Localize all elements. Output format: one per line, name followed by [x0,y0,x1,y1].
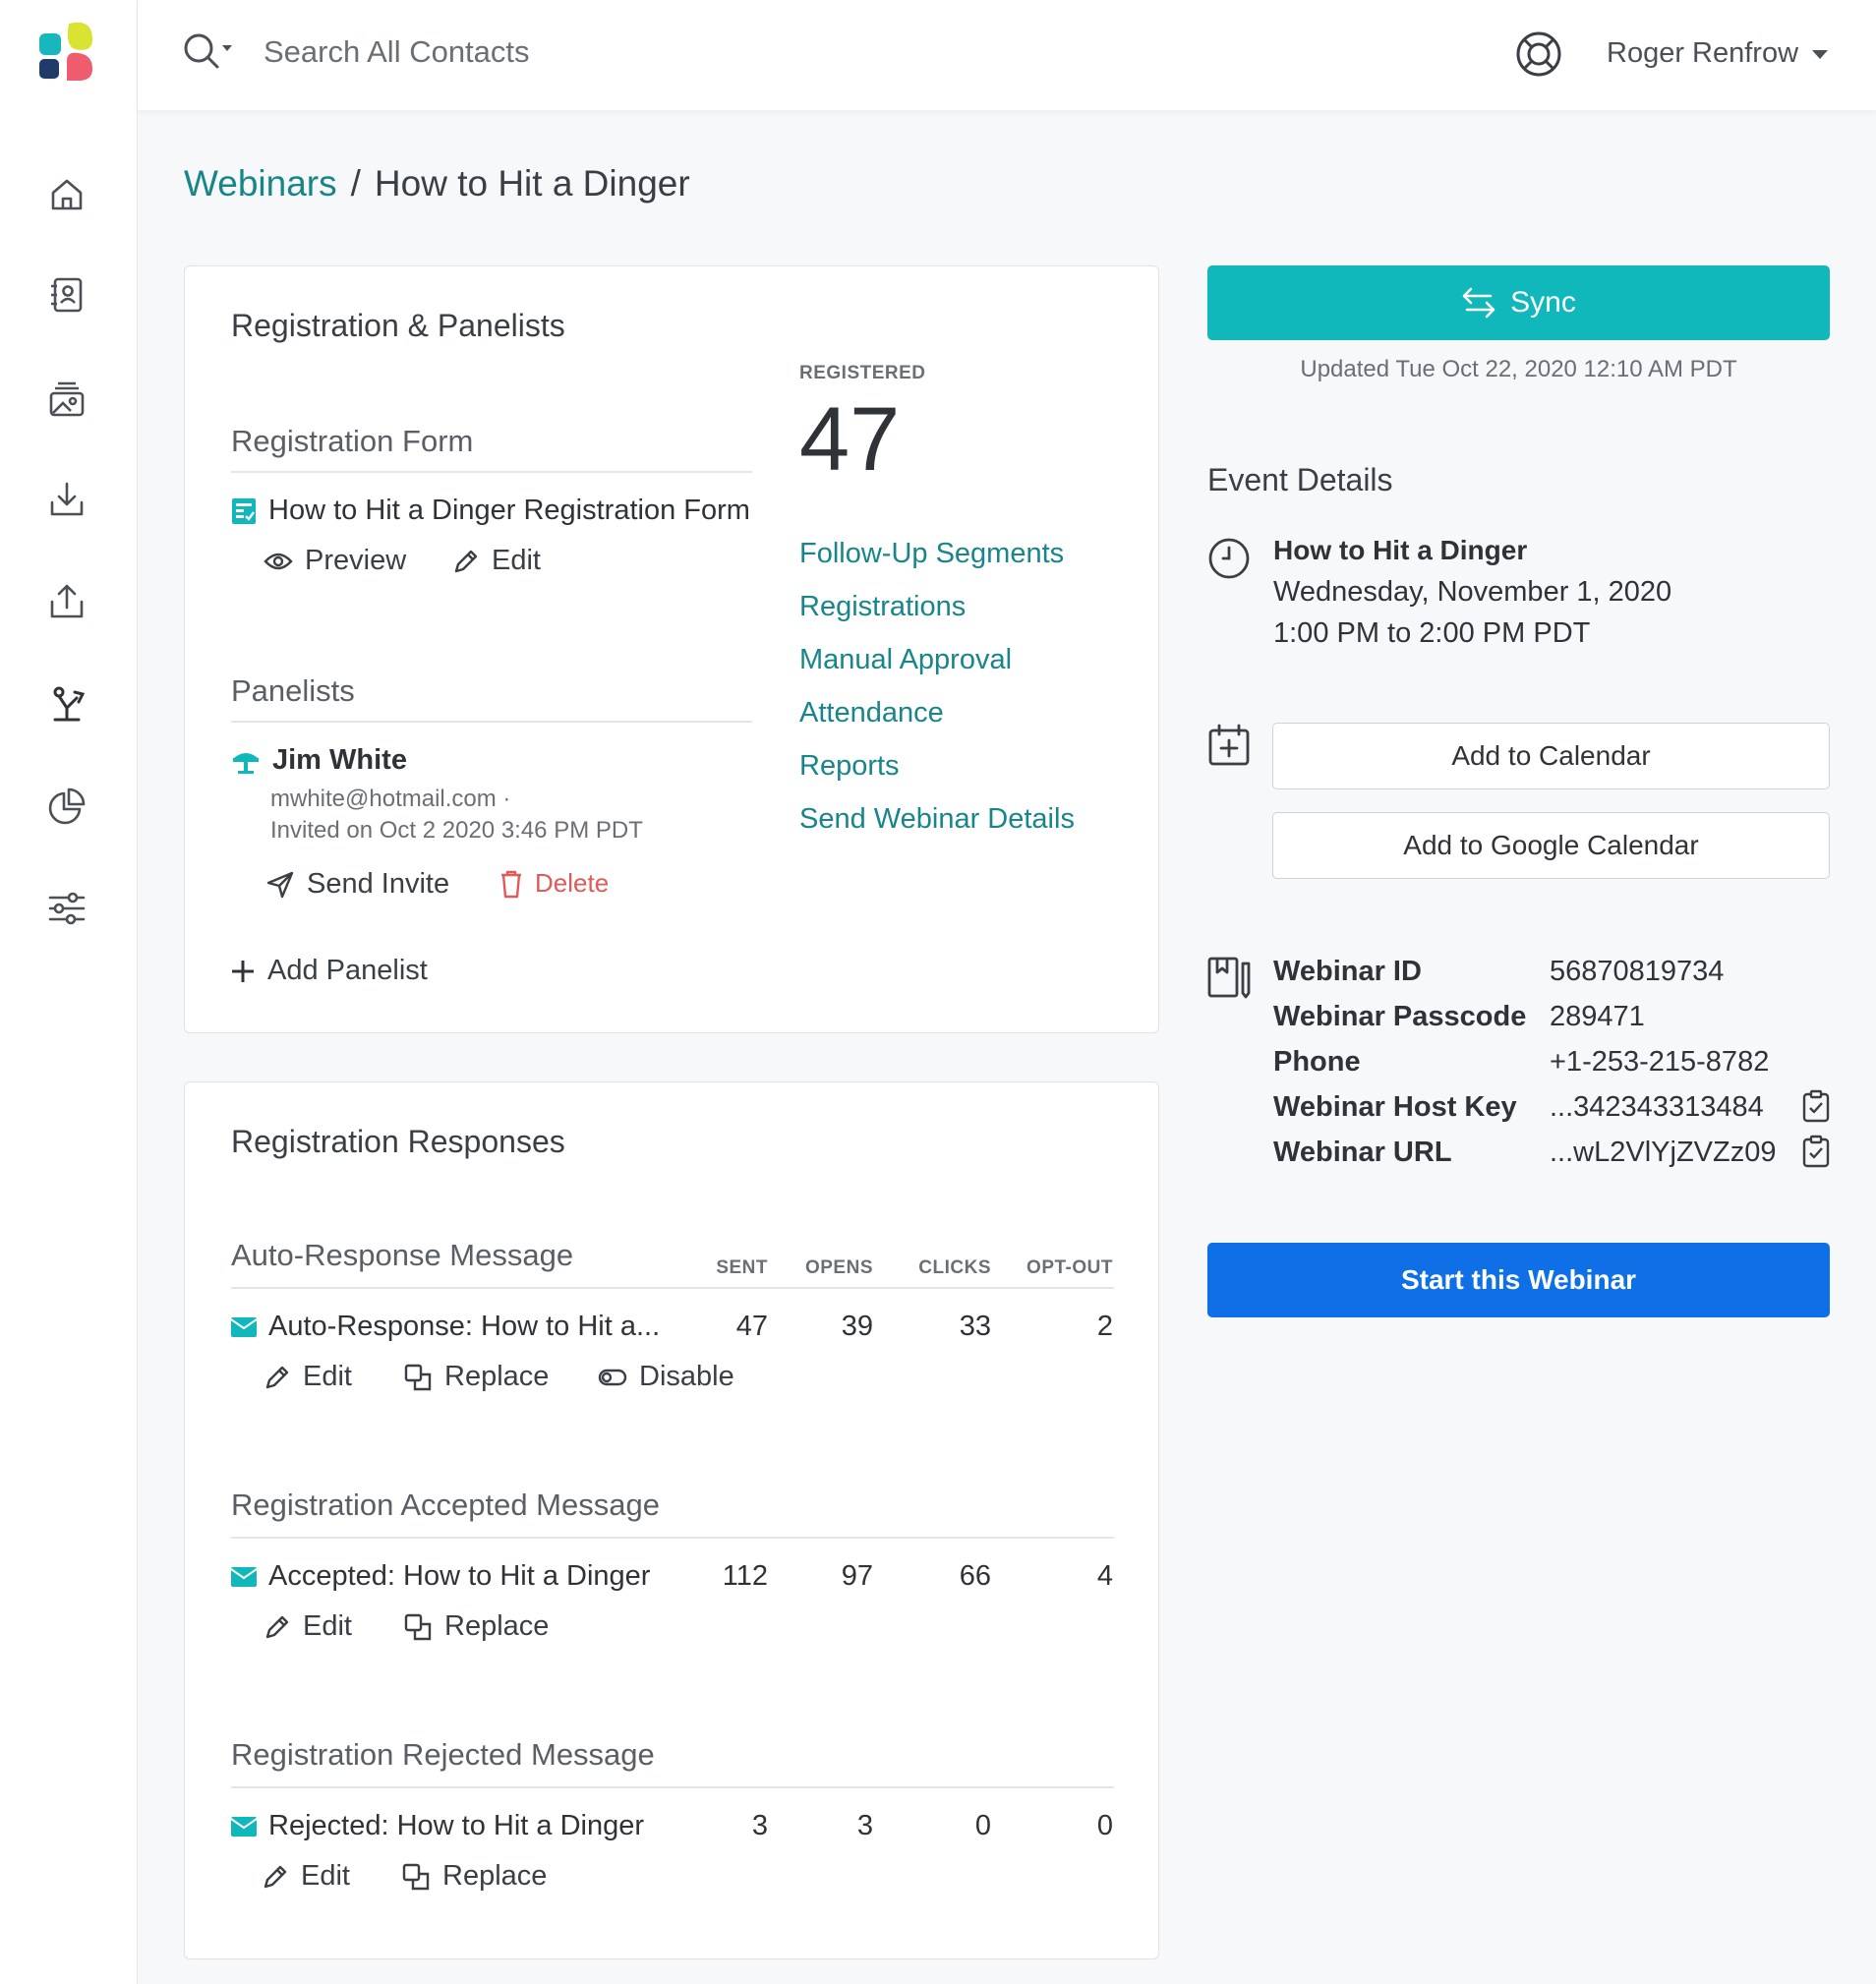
send-invite-button[interactable] [265,868,449,901]
start-webinar-label: Start this Webinar [1400,1264,1637,1295]
delete-panelist-button[interactable] [499,868,609,899]
stat-opens: 39 [841,1311,873,1342]
column-sent: SENT [716,1257,768,1278]
host-key-value: ...342343313484 [1550,1091,1764,1123]
user-name: Roger Renfrow [1607,36,1799,69]
divider [231,471,752,473]
plus-icon [230,959,256,984]
search-icon[interactable] [181,31,236,73]
stat-clicks: 0 [974,1810,991,1841]
breadcrumb [184,163,690,204]
divider [231,1786,1114,1788]
clock-icon [1207,537,1251,580]
registration-form-name: How to Hit a Dinger Registration Form [268,495,750,526]
stat-sent: 112 [722,1560,768,1592]
webinar-url-label: Webinar URL [1273,1137,1452,1168]
replace-accepted-button[interactable] [403,1610,549,1643]
stat-opt-out: 4 [1096,1560,1113,1592]
user-menu[interactable] [1607,33,1828,73]
sync-label: Sync [1510,286,1576,319]
replace-icon [401,1862,431,1892]
divider [231,1287,1114,1289]
home-icon[interactable] [45,173,88,216]
replace-icon [403,1363,433,1392]
stat-sent: 47 [735,1311,768,1342]
registered-label: REGISTERED [799,363,926,383]
pencil-icon [262,1863,289,1891]
envelope-icon [231,1317,257,1337]
rejected-heading: Registration Rejected Message [231,1737,655,1772]
webinar-url-value: ...wL2VlYjZVZz09 [1550,1137,1777,1168]
preview-label: Preview [305,545,407,576]
breadcrumb-current: How to Hit a Dinger [374,163,690,204]
stat-clicks: 33 [959,1311,991,1342]
presenter-icon [231,746,261,776]
delete-label: Delete [535,868,610,898]
message-subject: Auto-Response: How to Hit a... [268,1311,661,1342]
contacts-icon[interactable] [45,273,88,317]
sidebar [0,0,138,1984]
disable-auto-response-button[interactable] [598,1361,734,1393]
panelist-row [231,744,407,777]
envelope-icon [231,1817,257,1837]
app-logo[interactable] [37,20,94,81]
replace-auto-response-button[interactable] [403,1361,549,1393]
replace-label: Replace [444,1610,550,1642]
campaigns-icon[interactable] [45,378,88,421]
form-icon [231,497,257,525]
phone-value: +1-253-215-8782 [1550,1046,1770,1078]
copy-webinar-url-icon[interactable] [1801,1135,1831,1168]
stat-opt-out: 0 [1096,1810,1113,1841]
add-to-calendar-button[interactable] [1272,723,1830,789]
breadcrumb-webinars-link[interactable]: Webinars [184,163,337,204]
follow-up-segments-link[interactable]: Follow-Up Segments [799,538,1065,569]
sync-button[interactable] [1207,265,1830,340]
add-panelist-button[interactable] [230,955,428,987]
edit-label: Edit [303,1361,352,1392]
edit-label: Edit [492,545,541,576]
preview-button[interactable] [264,545,406,577]
rejected-message-row[interactable] [231,1810,644,1842]
replace-icon [403,1612,433,1642]
breadcrumb-separator: / [350,163,361,204]
paper-plane-icon [265,870,295,900]
host-key-label: Webinar Host Key [1273,1091,1517,1123]
top-bar [138,0,1876,110]
message-subject: Rejected: How to Hit a Dinger [268,1810,644,1841]
webinar-passcode-value: 289471 [1550,1001,1645,1032]
export-icon[interactable] [45,580,88,623]
phone-label: Phone [1273,1046,1361,1078]
add-to-google-calendar-label: Add to Google Calendar [1403,830,1699,860]
card-title: Registration Responses [231,1124,565,1159]
stat-sent: 3 [751,1810,768,1841]
column-opt-out: OPT-OUT [1026,1257,1113,1278]
stat-opens: 97 [841,1560,873,1592]
message-subject: Accepted: How to Hit a Dinger [268,1560,651,1592]
pencil-icon [264,1613,291,1641]
accepted-heading: Registration Accepted Message [231,1488,660,1522]
edit-label: Edit [303,1610,352,1642]
stat-opt-out: 2 [1096,1311,1113,1342]
sync-updated-timestamp: Updated Tue Oct 22, 2020 12:10 AM PDT [1300,356,1737,382]
divider [231,1537,1114,1539]
start-webinar-button[interactable] [1207,1243,1830,1317]
divider [231,721,752,723]
webinar-id-label: Webinar ID [1273,956,1422,987]
registration-panelists-card [184,265,1159,1033]
panelist-email: mwhite@hotmail.com · [270,786,511,812]
stat-clicks: 66 [959,1560,991,1592]
pencil-icon [452,548,480,575]
edit-accepted-button[interactable] [264,1610,352,1643]
auto-response-message-row[interactable] [231,1311,660,1343]
accepted-message-row[interactable] [231,1560,650,1593]
registration-form-heading: Registration Form [231,424,474,458]
event-date: Wednesday, November 1, 2020 [1273,576,1672,608]
add-to-calendar-label: Add to Calendar [1451,740,1651,771]
edit-rejected-button[interactable] [262,1860,350,1893]
webinar-id-value: 56870819734 [1550,956,1725,987]
toggle-icon [598,1367,627,1388]
reports-pie-icon[interactable] [45,785,88,828]
search-input[interactable] [264,29,893,75]
add-panelist-label: Add Panelist [267,955,428,986]
pencil-icon [264,1364,291,1391]
registration-form-row[interactable] [231,495,750,527]
registered-count: 47 [799,389,901,490]
edit-auto-response-button[interactable] [264,1361,352,1393]
send-invite-label: Send Invite [307,868,450,900]
chevron-down-icon [1812,50,1828,59]
automation-icon[interactable] [45,682,88,726]
replace-rejected-button[interactable] [401,1860,547,1893]
replace-label: Replace [444,1361,550,1392]
panelist-name: Jim White [272,744,407,776]
reports-link[interactable]: Reports [799,750,900,782]
event-time: 1:00 PM to 2:00 PM PDT [1273,617,1591,649]
notebook-pencil-icon [1207,956,1251,999]
attendance-link[interactable]: Attendance [799,697,944,729]
settings-sliders-icon[interactable] [45,887,88,930]
event-name: How to Hit a Dinger [1273,535,1528,565]
eye-icon [264,551,293,572]
envelope-icon [231,1567,257,1587]
help-lifebuoy-icon[interactable] [1514,29,1563,79]
column-opens: OPENS [804,1257,873,1278]
trash-icon [499,869,523,899]
manual-approval-link[interactable]: Manual Approval [799,644,1013,675]
sync-arrows-icon [1461,286,1496,320]
calendar-add-icon [1207,724,1251,767]
panelists-heading: Panelists [231,673,355,708]
send-webinar-details-link[interactable]: Send Webinar Details [799,803,1075,835]
registrations-link[interactable]: Registrations [799,591,967,622]
event-details-heading: Event Details [1207,462,1393,497]
copy-host-key-icon[interactable] [1801,1089,1831,1123]
import-icon[interactable] [45,478,88,521]
disable-label: Disable [639,1361,734,1392]
panelist-invited-date: Invited on Oct 2 2020 3:46 PM PDT [270,817,643,844]
replace-label: Replace [442,1860,548,1892]
card-title: Registration & Panelists [231,308,565,343]
edit-label: Edit [301,1860,350,1892]
edit-form-button[interactable] [452,545,541,577]
stat-opens: 3 [856,1810,873,1841]
add-to-google-calendar-button[interactable] [1272,812,1830,879]
auto-response-heading: Auto-Response Message [231,1238,574,1272]
registration-responses-card [184,1081,1159,1959]
webinar-passcode-label: Webinar Passcode [1273,1001,1527,1032]
column-clicks: CLICKS [918,1257,991,1278]
